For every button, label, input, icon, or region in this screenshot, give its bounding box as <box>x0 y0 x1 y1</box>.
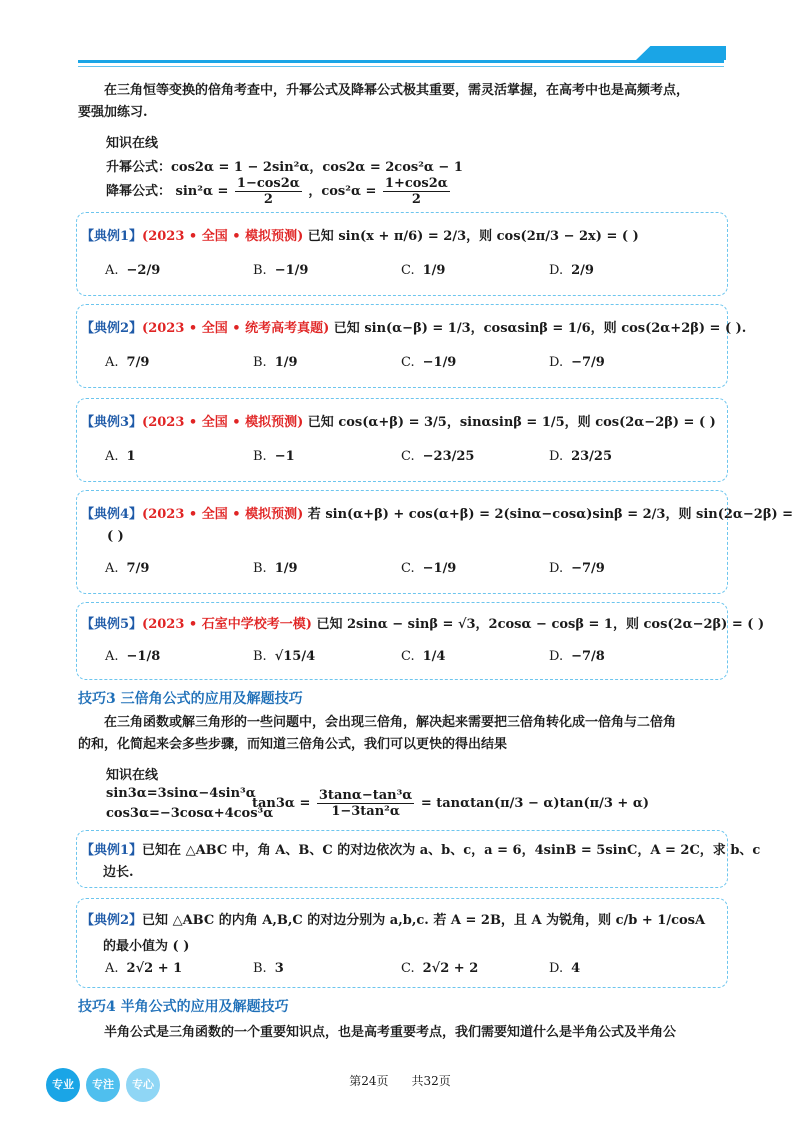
option-b[interactable]: B. 1/9 <box>253 355 298 370</box>
option-b[interactable]: B. √15/4 <box>253 649 316 664</box>
option-b[interactable]: B. 3 <box>253 961 284 976</box>
option-c[interactable]: C. 1/9 <box>401 263 446 278</box>
header-rule-thin <box>78 66 724 67</box>
option-b[interactable]: B. 1/9 <box>253 561 298 576</box>
option-b[interactable]: B. −1/9 <box>253 263 309 278</box>
example-box-3 <box>76 398 728 482</box>
question-stem-continued: ( ) <box>107 529 124 544</box>
option-a[interactable]: A. 7/9 <box>105 355 150 370</box>
option-c[interactable]: C. 2√2 + 2 <box>401 961 479 976</box>
example-box-4 <box>76 490 794 594</box>
fraction: $\frac{\text{3tanα−tan³α}}{\text{1−3tan²α}}$ <box>318 788 413 819</box>
fraction: $\frac{1-\cos 2\alpha}{2}$ <box>236 176 300 207</box>
question-stem: 【典例1】(2023 • 全国 • 模拟预测) 已知 sin(x + π/6) = 2/3，则 cos(2π/3 − 2x) = ( ) <box>81 229 639 244</box>
header-rule <box>78 60 724 63</box>
lower-formula: 降幂公式： sin²α = $\frac{1-\cos 2\alpha}{2}$ ，cos²α = $\frac{1+\cos 2\alpha}{2}$ <box>106 176 448 207</box>
technique-4-paragraph: 半角公式是三角函数的一个重要知识点，也是高考重要考点，我们需要知道什么是半角公式及半角公 <box>104 1025 677 1040</box>
option-d[interactable]: D. 2/9 <box>549 263 594 278</box>
page-number: 第24页 <box>349 1074 389 1088</box>
knowledge-label: 知识在线 <box>106 136 159 151</box>
triple-cos-formula: cos3α=−3cosα+4cos³α <box>106 806 274 821</box>
technique-3-example-1 <box>76 830 761 888</box>
question-stem: 【典例1】已知在 △ABC 中，角 A、B、C 的对边依次为 a、b、c，a = 6，4sinB = 5sinC，A = 2C，求 b、c <box>81 843 761 858</box>
section-heading-technique-3: 技巧3 三倍角公式的应用及解题技巧 <box>78 691 303 707</box>
example-box-5 <box>76 602 765 680</box>
option-c[interactable]: C. −23/25 <box>401 449 475 464</box>
question-stem-continued: 边长. <box>103 865 134 880</box>
option-d[interactable]: D. −7/9 <box>549 355 605 370</box>
footer-badge-zhuanxin: 专心 <box>126 1068 160 1102</box>
question-stem: 【典例4】(2023 • 全国 • 模拟预测) 若 sin(α+β) + cos(α+β) = 2(sinα−cosα)sinβ = 2/3，则 sin(2α−2β) = <box>81 507 794 522</box>
option-a[interactable]: A. 2√2 + 1 <box>105 961 183 976</box>
question-stem: 【典例5】(2023 • 石室中学校考一模) 已知 2sinα − sinβ = √3，2cosα − cosβ = 1，则 cos(2α−2β) = ( ) <box>81 617 765 632</box>
option-c[interactable]: C. −1/9 <box>401 355 457 370</box>
question-stem: 【典例3】(2023 • 全国 • 模拟预测) 已知 cos(α+β) = 3/5，sinαsinβ = 1/5，则 cos(2α−2β) = ( ) <box>81 415 716 430</box>
knowledge-label-2: 知识在线 <box>106 768 159 783</box>
raise-formula: 升幂公式：cos2α = 1 − 2sin²α，cos2α = 2cos²α − 1 <box>106 160 463 175</box>
page-footer <box>0 1072 800 1089</box>
technique-3-example-2 <box>76 898 728 988</box>
option-d[interactable]: D. 23/25 <box>549 449 613 464</box>
question-stem: 【典例2】(2023 • 全国 • 统考高考真题) 已知 sin(α−β) = 1/3，cosαsinβ = 1/6，则 cos(2α+2β) = ( ). <box>81 321 747 336</box>
question-stem-continued: 的最小值为 ( ) <box>103 939 190 954</box>
option-c[interactable]: C. 1/4 <box>401 649 446 664</box>
triple-tan-formula: tan3α = $\frac{\text{3tanα−tan³α}}{\text{1−3tan²α}}$ = tanαtan(π/3 − α)tan(π/3 + α) <box>252 788 650 819</box>
header-tab-decoration <box>636 46 726 60</box>
option-a[interactable]: A. −2/9 <box>105 263 161 278</box>
footer-badge-zhuanye: 专业 <box>46 1068 80 1102</box>
triple-sin-formula: sin3α=3sinα−4sin³α <box>106 786 256 801</box>
example-box-1 <box>76 212 728 296</box>
intro-paragraph: 在三角恒等变换的倍角考查中，升幂公式及降幂公式极其重要，需灵活掌握，在高考中也是高频考点， 要强加练习. <box>78 83 690 120</box>
option-c[interactable]: C. −1/9 <box>401 561 457 576</box>
technique-3-paragraph: 在三角函数或解三角形的一些问题中，会出现三倍角，解决起来需要把三倍角转化成一倍角与二倍角 的和，化简起来会多些步骤，而知道三倍角公式，我们可以更快的得出结果 <box>78 715 677 752</box>
page-total: 共32页 <box>411 1074 451 1088</box>
option-d[interactable]: D. 4 <box>549 961 581 976</box>
example-box-2 <box>76 304 747 388</box>
fraction: $\frac{1+\cos 2\alpha}{2}$ <box>384 176 448 207</box>
option-a[interactable]: A. 1 <box>105 449 136 464</box>
question-stem: 【典例2】已知 △ABC 的内角 A,B,C 的对边分别为 a,b,c. 若 A = 2B，且 A 为锐角，则 c/b + 1/cosA <box>81 913 706 928</box>
option-a[interactable]: A. 7/9 <box>105 561 150 576</box>
option-d[interactable]: D. −7/9 <box>549 561 605 576</box>
section-heading-technique-4: 技巧4 半角公式的应用及解题技巧 <box>78 999 289 1015</box>
footer-badge-zhuanzhu: 专注 <box>86 1068 120 1102</box>
option-a[interactable]: A. −1/8 <box>105 649 161 664</box>
option-b[interactable]: B. −1 <box>253 449 295 464</box>
option-d[interactable]: D. −7/8 <box>549 649 605 664</box>
